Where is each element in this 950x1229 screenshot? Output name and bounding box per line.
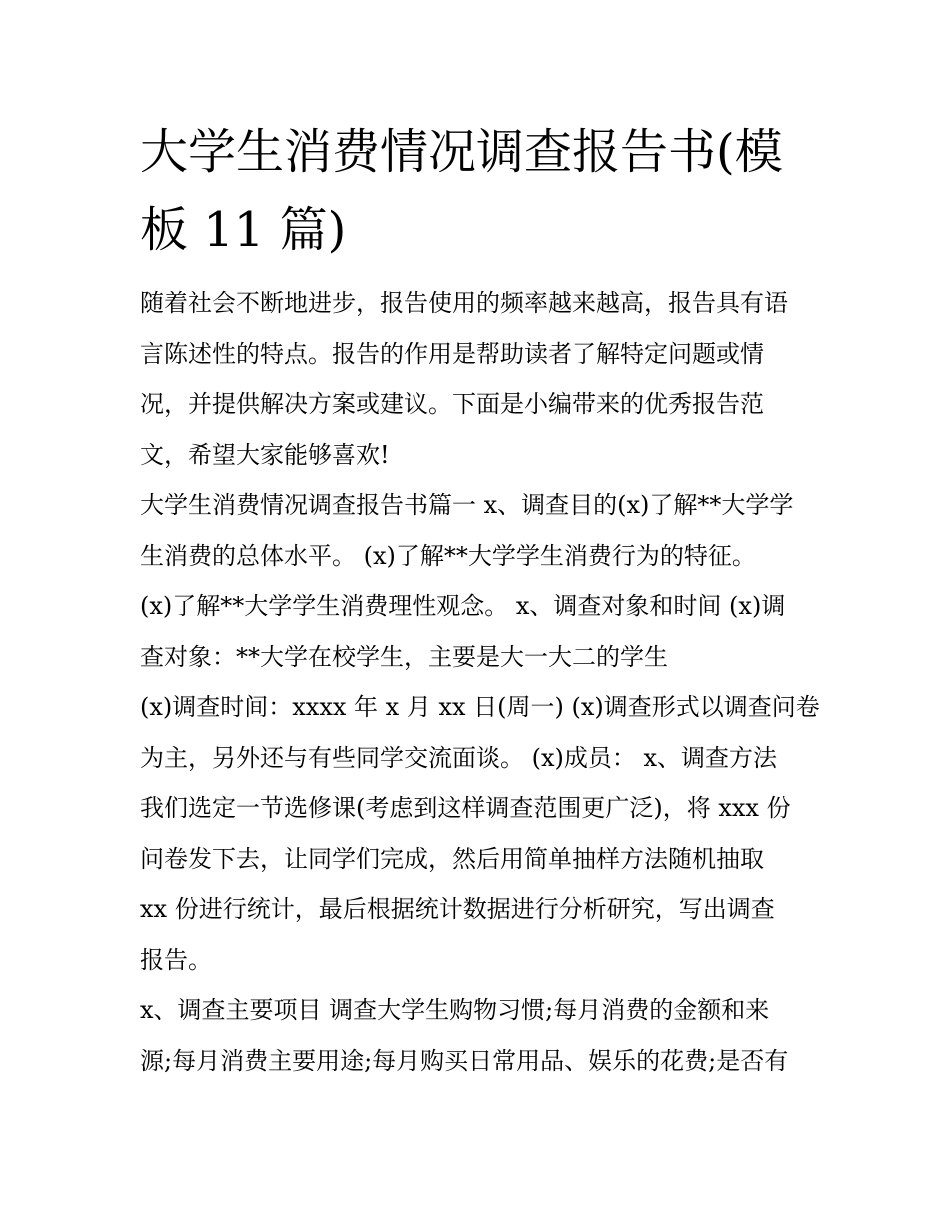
body-line-11: 我们选定一节选修课(考虑到这样调查范围更广泛)，将 xxx 份 <box>140 794 791 822</box>
body-line-12: 问卷发下去，让同学们完成，然后用简单抽样方法随机抽取 <box>140 844 764 873</box>
body-line-15: x、调查主要项目 调查大学生购物习惯;每月消费的金额和来 <box>140 996 770 1024</box>
body-line-10: 为主，另外还与有些同学交流面谈。 (x)成员： x、调查方法 <box>140 743 778 772</box>
body-line-6: 生消费的总体水平。 (x)了解**大学学生消费行为的特征。 <box>140 541 756 570</box>
body-line-7: (x)了解**大学学生消费理性观念。 x、调查对象和时间 (x)调 <box>140 592 786 620</box>
body-line-14: 报告。 <box>140 945 212 974</box>
body-line-5: 大学生消费情况调查报告书篇一 x、调查目的(x)了解**大学学 <box>140 491 794 519</box>
document-body <box>140 278 830 1086</box>
body-line-3: 况，并提供解决方案或建议。下面是小编带来的优秀报告范 <box>140 390 764 418</box>
body-line-4: 文，希望大家能够喜欢! <box>140 440 390 469</box>
body-line-9: (x)调查时间：xxxx 年 x 月 xx 日(周一) (x)调查形式以调查问卷 <box>140 693 820 721</box>
title-line-1: 大学生消费情况调查报告书(模 <box>140 124 783 180</box>
body-line-16: 源;每月消费主要用途;每月购买日常用品、娱乐的花费;是否有 <box>140 1046 789 1075</box>
body-line-13: xx 份进行统计，最后根据统计数据进行分析研究，写出调查 <box>140 895 775 923</box>
body-line-1: 随着社会不断地进步，报告使用的频率越来越高，报告具有语 <box>140 289 788 317</box>
body-line-8: 查对象：**大学在校学生，主要是大一大二的学生 <box>140 642 668 671</box>
title-line-2: 板 11 篇) <box>140 202 347 258</box>
body-line-2: 言陈述性的特点。报告的作用是帮助读者了解特定问题或情 <box>140 339 764 368</box>
document-title <box>140 113 820 269</box>
